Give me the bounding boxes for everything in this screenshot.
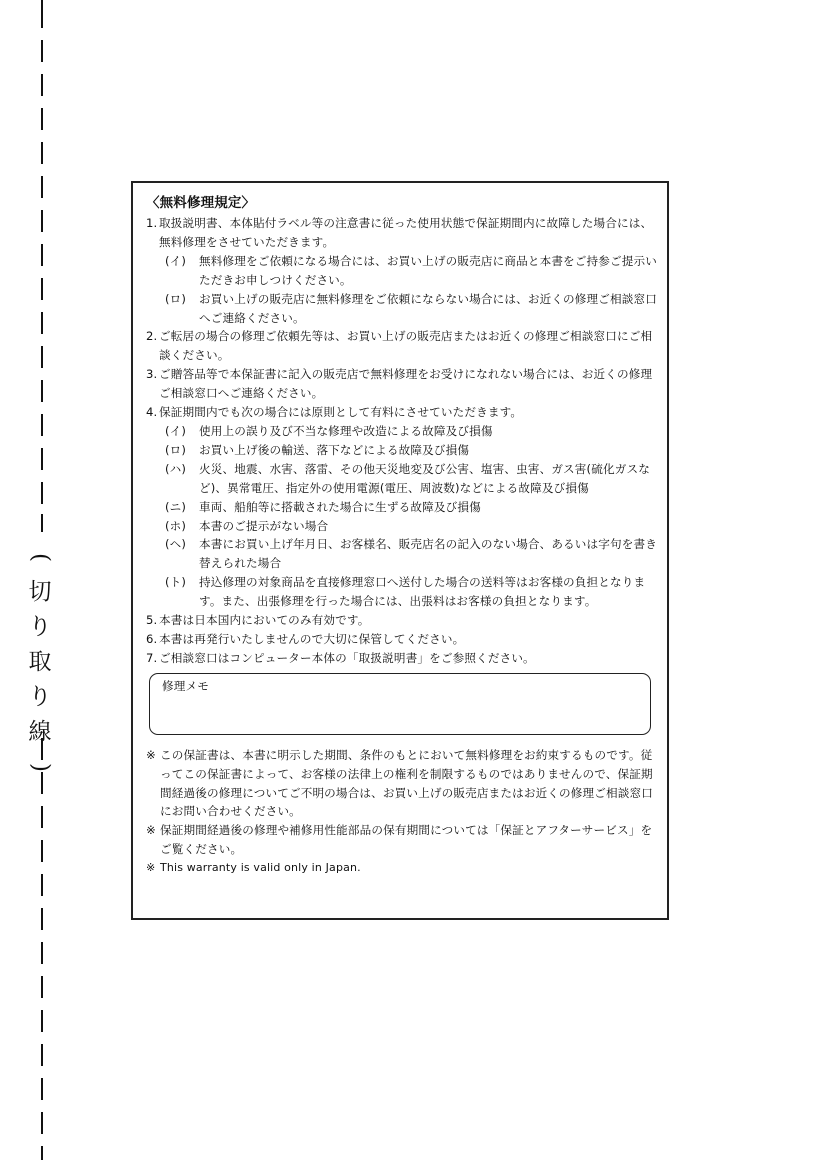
footnote-mark: ※: [146, 747, 156, 762]
subitem-text: 本書のご提示がない場合: [199, 518, 329, 533]
subitem-text: お買い上げ後の輸送、落下などによる故障及び損傷: [199, 442, 470, 457]
cut-dash: [41, 40, 43, 62]
term-subitem: [146, 517, 658, 536]
term-text: 取扱説明書、本体貼付ラベル等の注意書に従った使用状態で保証期間内に故障した場合には、無料修理をさせていただきます。: [159, 216, 653, 249]
cut-dash: [41, 312, 43, 334]
cut-dash: [41, 908, 43, 930]
subitem-text: 本書にお買い上げ年月日、お客様名、販売店名の記入のない場合、あるいは字句を書き替えられた場合: [199, 537, 658, 571]
term-item-4: [146, 403, 658, 422]
term-text: 本書は日本国内においてのみ有効です。: [159, 613, 370, 628]
term-number: 1.: [146, 216, 158, 230]
footnote-mark: ※: [146, 823, 156, 838]
term-subitem: [146, 252, 658, 290]
cut-dash: [41, 874, 43, 896]
subitem-text: 使用上の誤り及び不当な修理や改造による故障及び損傷: [199, 423, 493, 438]
term-item-1: [146, 214, 658, 252]
cut-dash: [41, 840, 43, 862]
subitem-mark: (イ): [165, 253, 187, 268]
cut-dash: [41, 278, 43, 300]
subitem-mark: (ト): [165, 575, 187, 590]
term-text: ご贈答品等で本保証書に記入の販売店で無料修理をお受けになれない場合には、お近くの修理ご相談窓口へご連絡ください。: [159, 367, 653, 401]
cut-label-close: ): [27, 763, 54, 772]
term-item-5: [146, 611, 658, 630]
term-number: 7.: [146, 650, 158, 665]
term-number: 2.: [146, 329, 158, 344]
term-subitem: [146, 422, 658, 441]
footnote-text: この保証書は、本書に明示した期間、条件のもとにおいて無料修理をお約束するものです。従ってこの保証書によって、お客様の法律上の権利を制限するものではありませんので、保証期間経過後の修理についてご不明の場合は、お買い上げの販売店またはお近くの修理ご相談窓口にお問い合わせください。: [160, 747, 654, 819]
cut-label-open: (: [27, 553, 54, 562]
term-text: ご相談窓口はコンピューター本体の「取扱説明書」をご参照ください。: [159, 650, 535, 665]
cut-dash: [41, 1078, 43, 1100]
cut-dash: [41, 976, 43, 998]
cut-dash: [41, 942, 43, 964]
footnote: [146, 746, 658, 822]
term-text: 保証期間内でも次の場合には原則として有料にさせていただきます。: [159, 405, 523, 420]
subitem-mark: (ホ): [165, 518, 187, 533]
cut-dash: [41, 482, 43, 504]
repair-memo-box: [149, 673, 651, 735]
cut-dash: [41, 1112, 43, 1134]
term-subitem: [146, 498, 658, 517]
cut-label-char: り: [28, 684, 52, 710]
footnote-english: [146, 859, 658, 878]
cut-label-char: 切: [28, 579, 52, 605]
subitem-text: お買い上げの販売店に無料修理をご依頼にならない場合には、お近くの修理ご相談窓口へご連絡ください。: [199, 291, 658, 325]
cut-dash: [41, 1010, 43, 1032]
footnote-text: 保証期間経過後の修理や補修用性能部品の保有期間については「保証とアフターサービス」をご覧ください。: [160, 823, 653, 857]
cut-dash: [41, 414, 43, 436]
subitem-mark: (ニ): [165, 499, 187, 514]
cut-dash: [41, 108, 43, 130]
term-item-2: [146, 327, 658, 365]
subitem-mark: (ヘ): [165, 537, 187, 552]
cut-dash: [41, 142, 43, 164]
repair-memo-label: 修理メモ: [162, 678, 209, 693]
warranty-terms: [146, 193, 658, 878]
term-item-7: [146, 649, 658, 668]
subitem-text: 無料修理をご依頼になる場合には、お買い上げの販売店に商品と本書をご持参ご提示いただきお申しつけください。: [199, 253, 658, 287]
cut-dash: [41, 74, 43, 96]
cut-dash: [41, 210, 43, 232]
term-text: ご転居の場合の修理ご依頼先等は、お買い上げの販売店またはお近くの修理ご相談窓口にご相談ください。: [159, 329, 653, 363]
cut-dash: [41, 1044, 43, 1066]
cut-label-char: 線: [28, 719, 52, 745]
cut-dash: [41, 448, 43, 470]
cut-dash: [41, 346, 43, 368]
cut-dash: [41, 380, 43, 402]
subitem-mark: (イ): [165, 423, 187, 438]
footnote-text: This warranty is valid only in Japan.: [160, 861, 361, 875]
term-item-6: [146, 630, 658, 649]
cut-dash: [41, 514, 43, 532]
term-subitem: [146, 535, 658, 573]
subitem-mark: (ロ): [165, 442, 187, 457]
cut-line-label: [20, 540, 60, 785]
term-number: 3.: [146, 367, 158, 382]
subitem-text: 持込修理の対象商品を直接修理窓口へ送付した場合の送料等はお客様の負担となります。また、出張修理を行った場合には、出張料はお客様の負担となります。: [199, 575, 646, 609]
cut-dash: [41, 244, 43, 266]
footnote: [146, 821, 658, 859]
term-subitem: [146, 441, 658, 460]
term-number: 6.: [146, 631, 158, 646]
cut-dash: [41, 0, 43, 28]
terms-title: 〈無料修理規定〉: [146, 195, 256, 211]
term-subitem: [146, 573, 658, 611]
cut-dash: [41, 806, 43, 828]
subitem-text: 火災、地震、水害、落雷、その他天災地変及び公害、塩害、虫害、ガス害(硫化ガスなど)、異常電圧、指定外の使用電源(電圧、周波数)などによる故障及び損傷: [199, 461, 650, 495]
footnote-mark: ※: [146, 861, 156, 875]
term-subitem: [146, 290, 658, 328]
cut-label-char: 取: [28, 649, 52, 675]
cut-dash: [41, 1146, 43, 1160]
term-number: 4.: [146, 405, 158, 420]
cut-label-char: り: [28, 614, 52, 640]
subitem-text: 車両、船舶等に搭載された場合に生ずる故障及び損傷: [199, 499, 481, 514]
term-text: 本書は再発行いたしませんので大切に保管してください。: [159, 631, 465, 646]
term-number: 5.: [146, 613, 158, 628]
subitem-mark: (ロ): [165, 291, 187, 306]
subitem-mark: (ハ): [165, 461, 187, 476]
cut-dash: [41, 176, 43, 198]
term-subitem: [146, 460, 658, 498]
term-item-3: [146, 365, 658, 403]
